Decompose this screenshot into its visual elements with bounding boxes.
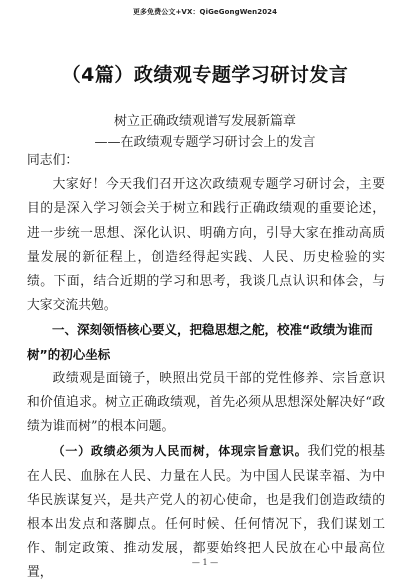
document-subtitle-main: 树立正确政绩观谱写发展新篇章 [113, 114, 296, 129]
subsection-text: 我们党的根基在人民、血脉在人民、力量在人民。为中国人民谋幸福、为中华民族谋复兴，是共产党人的初心使命，也是我们创造政绩的根本出发点和落脚点。任何时候、任何情况下，我们谋划工作、制定政策、推动发展，都要始终把人民放在心中最高位置， [27, 444, 385, 581]
header-banner: 更多免费公文+VX：QiGeGongWen2024 [132, 8, 278, 16]
document-body [27, 149, 385, 586]
document-title: （4篇）政绩观专题学习研讨发言 [61, 64, 349, 86]
greeting: 同志们： [27, 153, 79, 168]
document-subtitle-occasion: ——在政绩观专题学习研讨会上的发言 [94, 135, 316, 150]
subsection-lead: （一）政绩必须为人民而树，体现宗旨意识。 [52, 444, 308, 459]
intro-paragraph: 大家好！今天我们召开这次政绩观专题学习研讨会，主要目的是深入学习领会关于树立和践行正确政绩观的重要论述，进一步统一思想、深化认识、明确方向，引导大家在推动高质量发展的新征程上，创造经得起实践、人民、历史检验的实绩。下面，结合近期的学习和思考，我谈几点认识和体会，与大家交流共勉。 [27, 177, 385, 314]
section-heading: 一、深刻领悟核心要义，把稳思想之舵，校准“政绩为谁而树”的初心坐标 [27, 322, 373, 362]
section-paragraph: 政绩观是面镜子，映照出党员干部的党性修养、宗旨意识和价值追求。树立正确政绩观，首先必须从思想深处解决好“政绩为谁而树”的根本问题。 [27, 370, 385, 435]
page-number: — 1 — [191, 558, 219, 567]
